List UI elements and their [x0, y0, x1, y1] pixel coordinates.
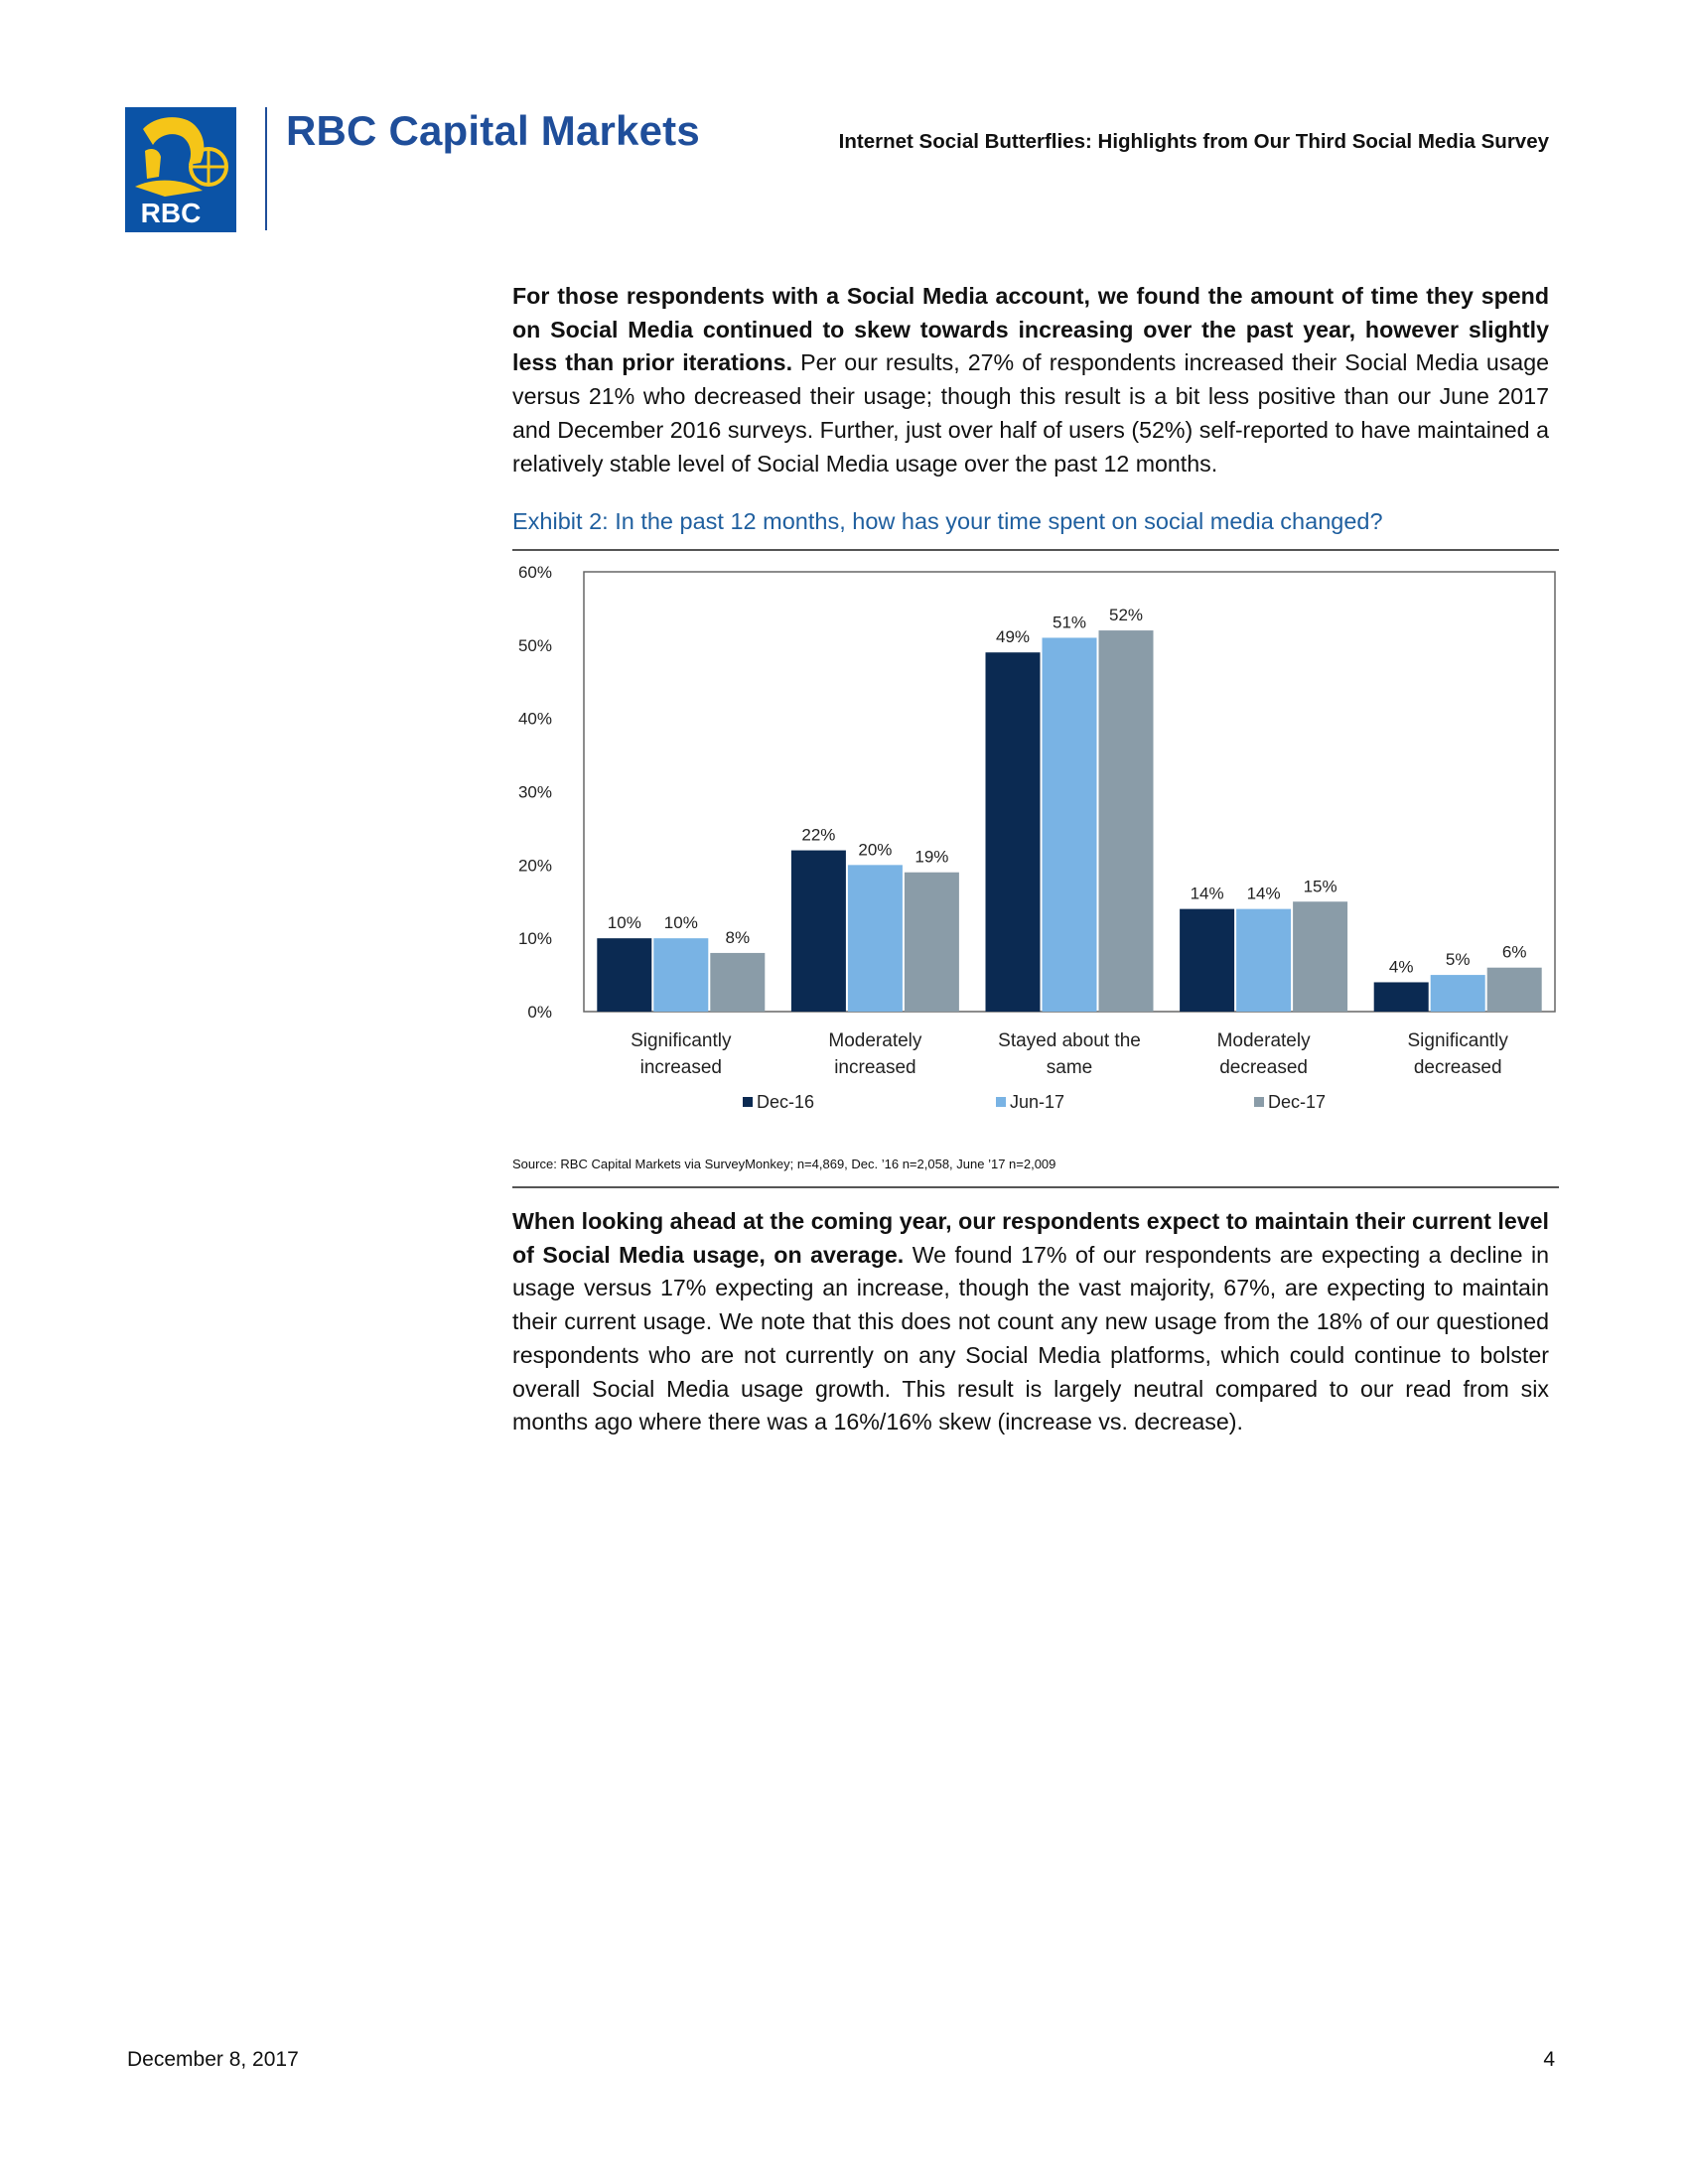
bar-value-label: 20% [858, 840, 893, 860]
bar [1180, 909, 1234, 1012]
bar-value-label: 51% [1052, 613, 1087, 632]
page-header [0, 0, 1688, 238]
x-category-label: Moderately [828, 1030, 922, 1051]
bar-value-label: 52% [1108, 606, 1144, 625]
logo-text: RBC [140, 198, 202, 228]
legend-label: Dec-17 [1268, 1092, 1327, 1112]
bar-value-label: 4% [1388, 957, 1414, 977]
bar-value-label: 6% [1501, 942, 1527, 962]
legend-label: Jun-17 [1010, 1092, 1065, 1112]
y-tick-label: 50% [517, 635, 552, 655]
bar-value-label: 10% [663, 913, 698, 933]
bar-value-label: 14% [1190, 884, 1224, 903]
paragraph-body: Per our results, 27% of respondents increased their Social Media usage versus 21% who decreased their usage; though this result is a bit less positive than our June 2017 and December 2016 surveys. Further, just over half of users (52%) self-reported to have maintained a relatively stable level of Social Media usage over the past 12 months. [512, 349, 1549, 477]
x-category-label: same [1046, 1057, 1093, 1078]
bar [905, 873, 959, 1012]
bar-value-label: 15% [1303, 877, 1337, 896]
x-category-label: Moderately [1216, 1030, 1311, 1051]
bar-value-label: 14% [1246, 884, 1281, 903]
bar-value-label: 49% [995, 627, 1031, 647]
bar [710, 953, 765, 1012]
x-category-label: Stayed about the [998, 1030, 1141, 1051]
bar-chart [512, 552, 1559, 1148]
bar-value-label: 22% [801, 825, 836, 845]
x-category-label: Significantly [1407, 1030, 1508, 1051]
y-tick-label: 0% [527, 1003, 552, 1022]
paragraph-lead: When looking ahead at the coming year, our respondents expect to maintain their current level of Social Media usage, on average. [512, 1208, 1549, 1268]
bar [1043, 637, 1097, 1012]
bar [1374, 982, 1429, 1012]
y-tick-label: 40% [517, 709, 552, 729]
exhibit-divider-top [512, 549, 1559, 551]
brand-name: RBC Capital Markets [286, 107, 700, 154]
bar-value-label: 19% [914, 847, 949, 867]
y-tick-label: 60% [517, 563, 552, 582]
bar-value-label: 8% [725, 927, 751, 947]
paragraph-outlook [512, 1205, 1549, 1439]
legend-swatch [996, 1097, 1006, 1107]
x-category-label: increased [834, 1057, 916, 1078]
exhibit-title: Exhibit 2: In the past 12 months, how has your time spent on social media changed? [512, 508, 1383, 534]
bar [848, 865, 903, 1012]
bar [1293, 901, 1347, 1012]
x-category-label: Significantly [631, 1030, 732, 1051]
paragraph-time-spent [512, 280, 1549, 480]
paragraph-lead: For those respondents with a Social Media account, we found the amount of time they spend on Social Media continued to skew towards increasing over the past year, however slightly less than prior iterations. [512, 283, 1549, 376]
x-category-label: increased [639, 1057, 722, 1078]
bar [1236, 909, 1291, 1012]
legend-swatch [743, 1097, 753, 1107]
bar [1487, 968, 1542, 1012]
bar-value-label: 10% [607, 913, 641, 933]
report-title: Internet Social Butterflies: Highlights from Our Third Social Media Survey [838, 130, 1549, 153]
x-category-label: decreased [1413, 1057, 1502, 1078]
exhibit-divider-bottom [512, 1186, 1559, 1188]
bar [653, 938, 708, 1012]
bar [597, 938, 651, 1012]
bar [791, 851, 846, 1012]
bar [1431, 975, 1485, 1012]
legend-swatch [1254, 1097, 1264, 1107]
rbc-logo [125, 107, 236, 232]
y-tick-label: 20% [517, 856, 552, 876]
paragraph-body: We found 17% of our respondents are expecting a decline in usage versus 17% expecting an increase, though the vast majority, 67%, are expecting to maintain their current usage. We note that this does not count any new usage from the 18% of our questioned respondents who are not currently on any Social Media platforms, which could continue to bolster overall Social Media usage growth. This result is largely neutral compared to our read from six months ago where there was a 16%/16% skew (increase vs. decrease). [512, 1241, 1549, 1435]
bar-value-label: 5% [1445, 950, 1471, 970]
x-category-label: decreased [1219, 1057, 1308, 1078]
bar [986, 652, 1041, 1012]
logo-divider [265, 107, 267, 230]
legend-label: Dec-16 [757, 1092, 815, 1112]
y-tick-label: 30% [517, 782, 552, 802]
footer-date: December 8, 2017 [127, 2048, 299, 2071]
page-number: 4 [1543, 2048, 1555, 2071]
bar [1099, 630, 1154, 1012]
y-tick-label: 10% [517, 929, 552, 949]
exhibit-source: Source: RBC Capital Markets via SurveyMonkey; n=4,869, Dec. ’16 n=2,058, June ’17 n=2,009 [512, 1157, 1056, 1171]
